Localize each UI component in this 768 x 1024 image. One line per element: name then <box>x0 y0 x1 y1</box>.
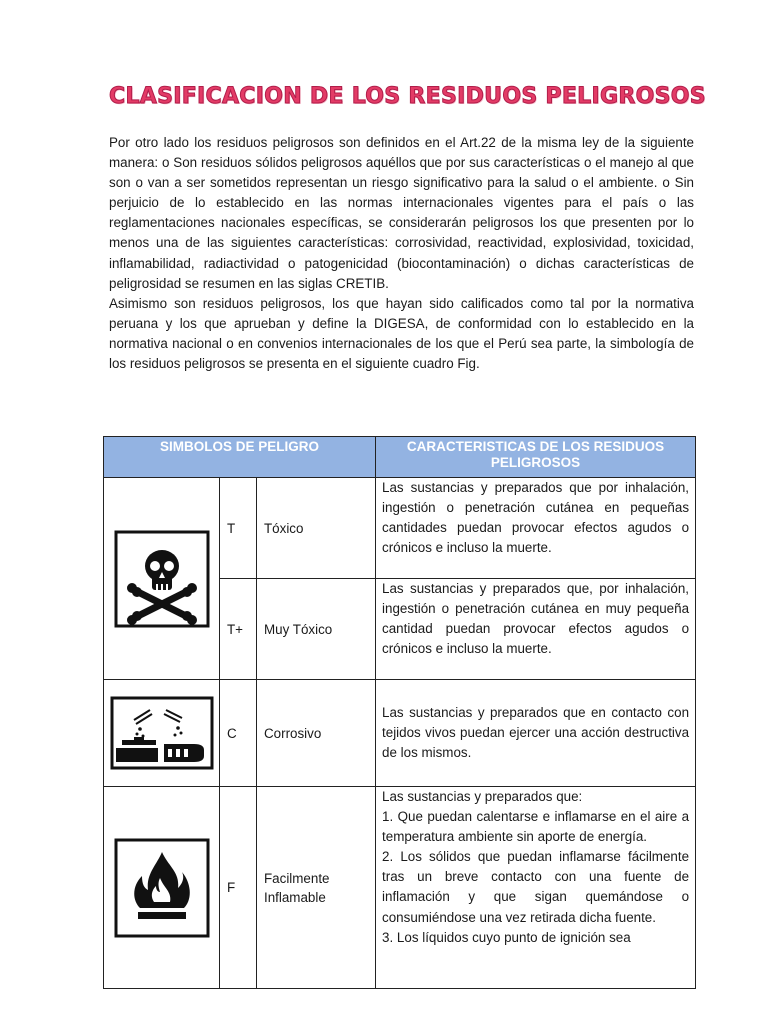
table-row <box>104 787 696 989</box>
intro-text <box>109 133 694 374</box>
header-characteristics: CARACTERISTICAS DE LOS RESIDUOS PELIGROSOS <box>376 437 696 478</box>
code-cell: T+ <box>220 579 257 680</box>
code-cell: T <box>220 478 257 579</box>
corrosive-icon <box>110 696 214 770</box>
desc-cell <box>376 787 696 989</box>
table-row <box>104 478 696 579</box>
desc-cell: Las sustancias y preparados que por inhalación, ingestión o penetración cutánea en pequeñas cantidades puedan provocar efectos agudos o crónicos e incluso la muerte. <box>376 478 696 579</box>
flammable-symbol-cell <box>104 787 220 989</box>
table-row <box>104 680 696 787</box>
desc-cell: Las sustancias y preparados que en contacto con tejidos vivos puedan ejercer una acción destructiva de los mismos. <box>376 680 696 787</box>
table-header-row <box>104 437 696 478</box>
name-cell: Tóxico <box>257 478 376 579</box>
desc-list-item: 1. Que puedan calentarse e inflamarse en el aire a temperatura ambiente sin aporte de energía. <box>382 809 690 845</box>
intro-paragraph: Asimismo son residuos peligrosos, los que hayan sido calificados como tal por la normativa peruana y los que aprueban y define la DIGESA, de conformidad con lo establecido en la normativa nacional o en convenios internacionales de los que el Perú sea parte, la simbología de los residuos peligrosos se presenta en el siguiente cuadro Fig. <box>109 295 694 372</box>
name-cell: Muy Tóxico <box>257 579 376 680</box>
corrosive-symbol-cell <box>104 680 220 787</box>
desc-intro: Las sustancias y preparados que: <box>382 789 583 804</box>
desc-list-item: 3. Los líquidos cuyo punto de ignición sea <box>382 929 631 945</box>
name-cell: Facilmente Inflamable <box>257 787 376 989</box>
toxic-symbol-cell <box>104 478 220 680</box>
hazard-symbols-table <box>103 436 696 989</box>
skull-crossbones-icon <box>114 530 210 628</box>
name-cell: Corrosivo <box>257 680 376 787</box>
desc-list-item: 2. Los sólidos que puedan inflamarse fácilmente tras un breve contacto con una fuente de inflamación y que sigan quemándose o consumiéndose una vez retirada dicha fuente. <box>382 849 690 925</box>
code-cell: F <box>220 787 257 989</box>
flame-icon <box>114 838 210 938</box>
desc-cell: Las sustancias y preparados que, por inhalación, ingestión o penetración cutánea en muy pequeña cantidad puedan provocar efectos agudos o crónicos e incluso la muerte. <box>376 579 696 680</box>
intro-paragraph: Por otro lado los residuos peligrosos son definidos en el Art.22 de la misma ley de la siguiente manera: o Son residuos sólidos peligrosos aquéllos que por sus características o el manejo al que son o van a ser sometidos representan un riesgo significativo para la salud o el ambiente. o Sin perjuicio de lo establecido en las normas internacionales vigentes para el país o las reglamentaciones nacionales específicas, se considerarán peligrosos los que presenten por lo menos una de las siguientes características: corrosividad, reactividad, explosividad, toxicidad, inflamabilidad, radiactividad o patogenicidad (biocontaminación) o dichas características de peligrosidad se resumen en las siglas CRETIB. <box>109 135 694 291</box>
page-title: CLASIFICACION DE LOS RESIDUOS PELIGROSOS <box>109 84 706 109</box>
code-cell: C <box>220 680 257 787</box>
header-symbols: SIMBOLOS DE PELIGRO <box>104 437 376 478</box>
